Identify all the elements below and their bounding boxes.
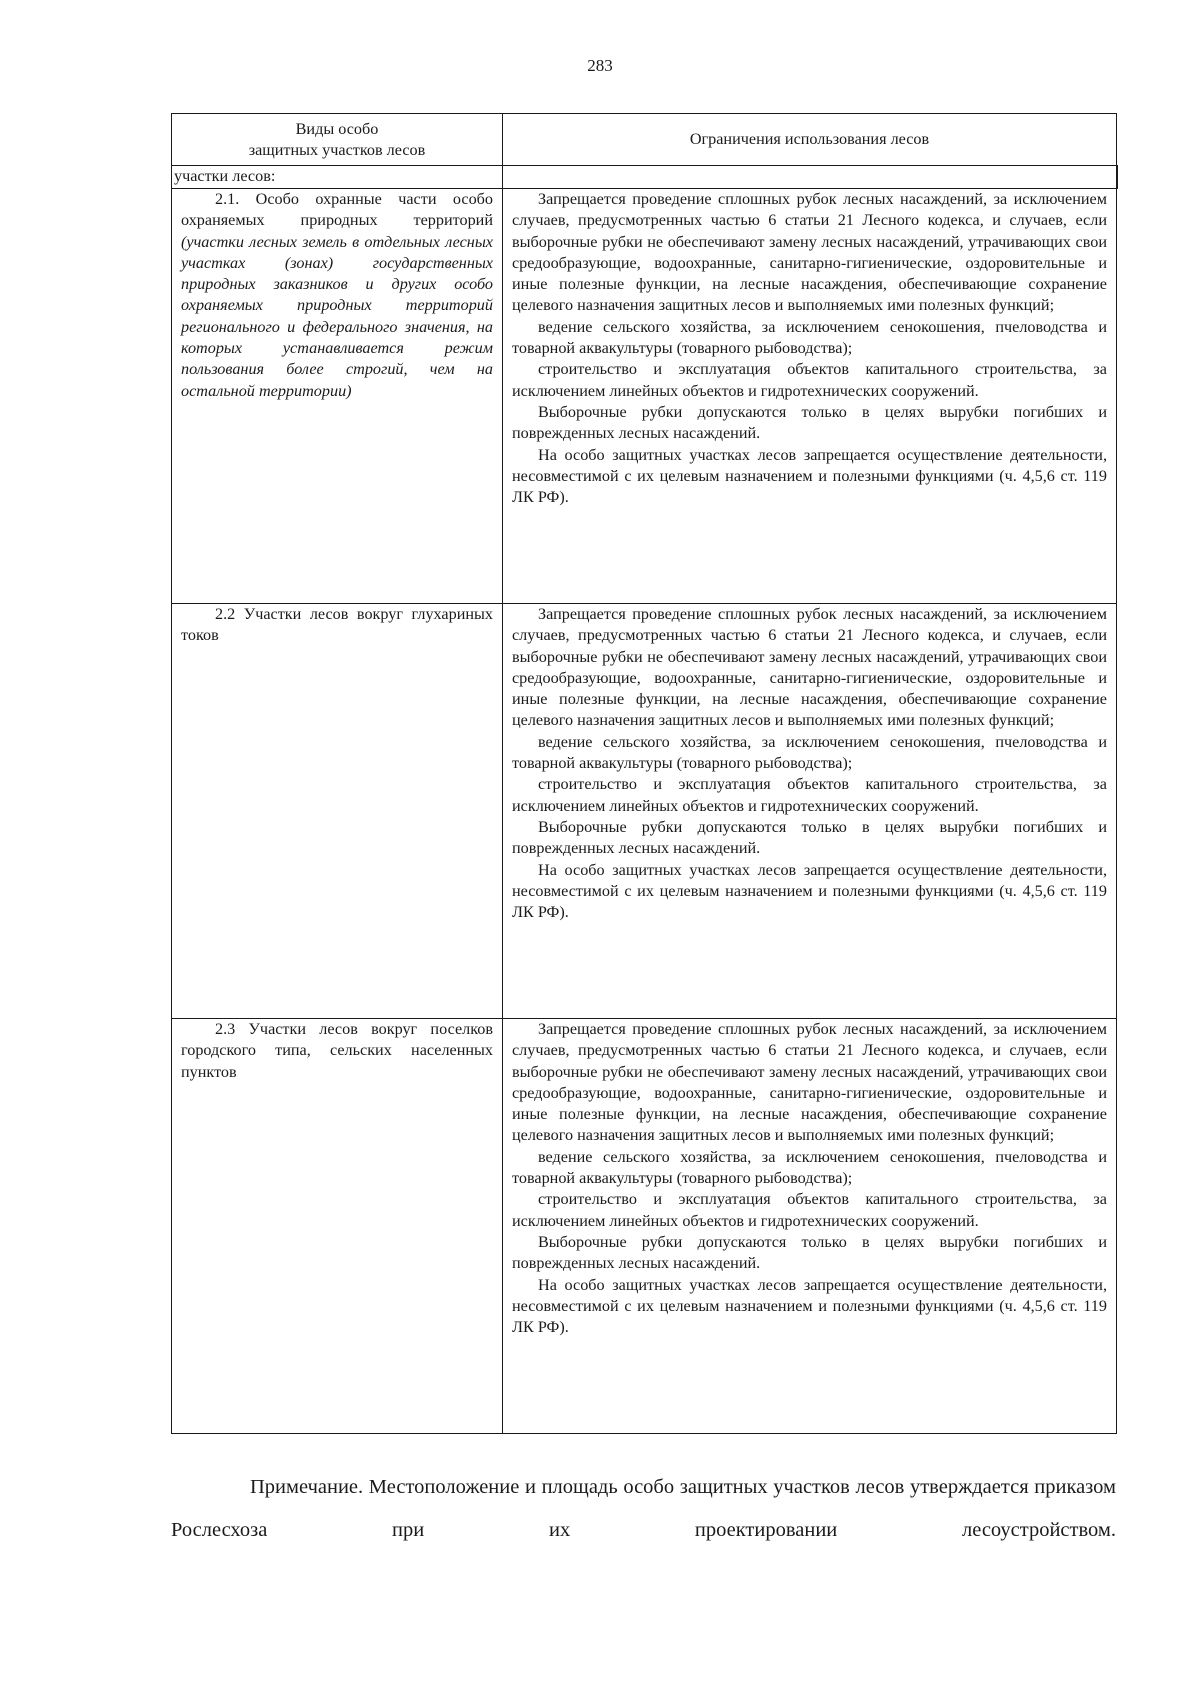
kind-title: 2.3 Участки лесов вокруг поселков городского типа, сельских населенных пунктов bbox=[181, 1020, 493, 1081]
restriction-paragraph: ведение сельского хозяйства, за исключением сенокошения, пчеловодства и товарной аквакультуры (товарного рыбоводства); bbox=[512, 732, 1107, 773]
table-row bbox=[172, 1019, 1117, 1434]
header-kinds-line1: Виды особо bbox=[295, 119, 379, 138]
kind-text bbox=[181, 189, 493, 402]
kind-cell bbox=[172, 604, 503, 1019]
kind-title: 2.1. Особо охранные части особо охраняемых природных территорий bbox=[181, 190, 493, 230]
restrictions-cell bbox=[503, 1019, 1117, 1434]
kind-note: (участки лесных земель в отдельных лесных участках (зонах) государственных природных заказников и других особо охраняемых природных территорий регионального и федерального значения, на которых устанавливается режим пользования более строгий, чем на остальной территории) bbox=[181, 232, 493, 400]
restriction-paragraph: ведение сельского хозяйства, за исключением сенокошения, пчеловодства и товарной аквакультуры (товарного рыбоводства); bbox=[512, 317, 1107, 358]
restriction-paragraph: На особо защитных участках лесов запрещается осуществление деятельности, несовместимой с их целевым назначением и полезными функциями (ч. 4,5,6 ст. 119 ЛК РФ). bbox=[512, 860, 1107, 922]
restrictions-cell bbox=[503, 189, 1117, 604]
kind-cell bbox=[172, 1019, 503, 1434]
restrictions-cell bbox=[503, 604, 1117, 1019]
header-cell-kinds bbox=[172, 114, 503, 166]
restriction-paragraph: На особо защитных участках лесов запрещается осуществление деятельности, несовместимой с их целевым назначением и полезными функциями (ч. 4,5,6 ст. 119 ЛК РФ). bbox=[512, 445, 1107, 507]
table-row bbox=[172, 604, 1117, 1019]
restriction-paragraph: строительство и эксплуатация объектов капитального строительства, за исключением линейных объектов и гидротехнических сооружений. bbox=[512, 775, 1107, 815]
restriction-paragraph: Запрещается проведение сплошных рубок лесных насаждений, за исключением случаев, предусмотренных частью 6 статьи 21 Лесного кодекса, и случаев, если выборочные рубки не обеспечивают замену лесных насаждений, утрачивающих свои средообразующие, водоохранные, санитарно-гигиенические, оздоровительные и иные полезные функции, на лесные насаждения, обеспечивающие сохранение целевого назначения защитных лесов и выполняемых ими полезных функций; bbox=[512, 605, 1107, 730]
kind-cell bbox=[172, 189, 503, 604]
note-text: Примечание. Местоположение и площадь особо защитных участков лесов утверждается приказом Рослесхоза при их проектировании лесоустройством. bbox=[171, 1476, 1116, 1541]
restrictions-table bbox=[171, 113, 1118, 1434]
restriction-paragraph: Запрещается проведение сплошных рубок лесных насаждений, за исключением случаев, предусмотренных частью 6 статьи 21 Лесного кодекса, и случаев, если выборочные рубки не обеспечивают замену лесных насаждений, утрачивающих свои средообразующие, водоохранные, санитарно-гигиенические, оздоровительные и иные полезные функции, на лесные насаждения, обеспечивающие сохранение целевого назначения защитных лесов и выполняемых ими полезных функций; bbox=[512, 190, 1107, 315]
restriction-paragraph: строительство и эксплуатация объектов капитального строительства, за исключением линейных объектов и гидротехнических сооружений. bbox=[512, 1190, 1107, 1230]
restriction-paragraph: Запрещается проведение сплошных рубок лесных насаждений, за исключением случаев, предусмотренных частью 6 статьи 21 Лесного кодекса, и случаев, если выборочные рубки не обеспечивают замену лесных насаждений, утрачивающих свои средообразующие, водоохранные, санитарно-гигиенические, оздоровительные и иные полезные функции, на лесные насаждения, обеспечивающие сохранение целевого назначения защитных лесов и выполняемых ими полезных функций; bbox=[512, 1020, 1107, 1145]
restriction-paragraph: Выборочные рубки допускаются только в целях вырубки погибших и поврежденных лесных насаждений. bbox=[512, 402, 1107, 443]
table-header-row bbox=[172, 114, 1117, 166]
continuation-label: участки лесов: bbox=[172, 166, 503, 189]
table-row bbox=[172, 189, 1117, 604]
restriction-paragraph: На особо защитных участках лесов запрещается осуществление деятельности, несовместимой с их целевым назначением и полезными функциями (ч. 4,5,6 ст. 119 ЛК РФ). bbox=[512, 1275, 1107, 1337]
kind-title: 2.2 Участки лесов вокруг глухариных токов bbox=[181, 605, 493, 645]
page-number: 283 bbox=[587, 56, 613, 75]
continuation-empty-cell bbox=[503, 166, 1117, 189]
note-block bbox=[171, 1466, 1116, 1552]
restriction-paragraph: строительство и эксплуатация объектов капитального строительства, за исключением линейных объектов и гидротехнических сооружений. bbox=[512, 360, 1107, 400]
continuation-row bbox=[172, 166, 1117, 189]
restriction-paragraph: Выборочные рубки допускаются только в целях вырубки погибших и поврежденных лесных насаждений. bbox=[512, 817, 1107, 858]
header-cell-restrictions: Ограничения использования лесов bbox=[503, 114, 1117, 166]
restriction-paragraph: Выборочные рубки допускаются только в целях вырубки погибших и поврежденных лесных насаждений. bbox=[512, 1232, 1107, 1273]
restriction-paragraph: ведение сельского хозяйства, за исключением сенокошения, пчеловодства и товарной аквакультуры (товарного рыбоводства); bbox=[512, 1147, 1107, 1188]
header-kinds-line2: защитных участков лесов bbox=[248, 140, 426, 159]
